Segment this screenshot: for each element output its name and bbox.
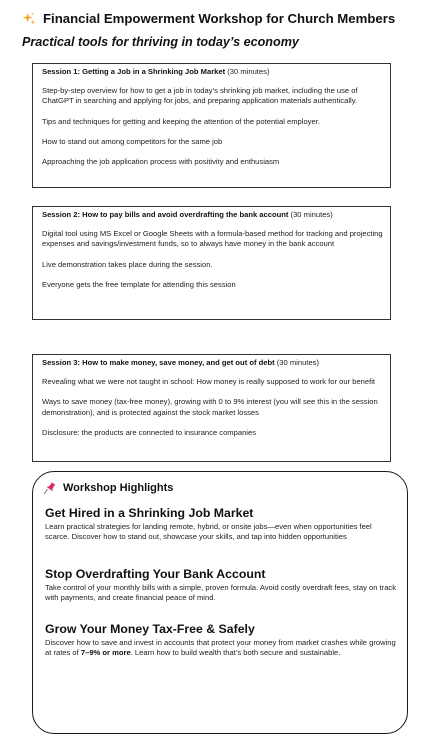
highlight-text: Learn practical strategies for landing remote, hybrid, or onsite jobs—even when opportunities feel scarce. Discover how to stand out, showcase your skills, and tap into hidden opportunities xyxy=(45,522,372,542)
highlights-title: Workshop Highlights xyxy=(63,482,174,494)
session-paragraph: Tips and techniques for getting and keeping the attention of the potential employer. xyxy=(42,116,320,126)
highlight-text-part: . Learn how to build wealth that’s both secure and sustainable. xyxy=(130,648,341,658)
session-paragraph: Revealing what we were not taught in school: How money is really supposed to work for our benefit xyxy=(42,377,376,387)
session-duration: (30 minutes) xyxy=(227,67,270,76)
session-paragraph: Everyone gets the free template for attending this session xyxy=(42,279,236,289)
session-heading xyxy=(42,210,383,220)
session-title: Session 3: How to make money, save money, and get out of debt xyxy=(42,358,275,367)
session-1-box xyxy=(32,63,391,188)
highlight-item xyxy=(45,567,397,603)
session-heading xyxy=(42,67,383,77)
highlight-item xyxy=(45,506,397,542)
session-paragraph: Disclosure: the products are connected to insurance companies xyxy=(42,427,257,437)
sparkles-icon xyxy=(22,12,36,26)
page-subtitle: Practical tools for thriving in today’s economy xyxy=(22,35,299,49)
pushpin-icon xyxy=(43,481,57,495)
session-2-box xyxy=(32,206,391,320)
session-3-box xyxy=(32,354,391,462)
title-row xyxy=(22,11,417,26)
highlight-heading: Stop Overdrafting Your Bank Account xyxy=(45,567,266,581)
header xyxy=(22,11,417,49)
session-paragraph: Live demonstration takes place during the session. xyxy=(42,259,213,269)
highlight-heading: Grow Your Money Tax-Free & Safely xyxy=(45,622,255,636)
highlight-item xyxy=(45,622,397,658)
session-title: Session 2: How to pay bills and avoid overdrafting the bank account xyxy=(42,210,289,219)
workshop-highlights-box xyxy=(32,471,408,734)
session-paragraph: Approaching the job application process with positivity and enthusiasm xyxy=(42,157,280,167)
page-title: Financial Empowerment Workshop for Church Members xyxy=(43,11,396,26)
session-paragraph: Ways to save money (tax-free money), growing with 0 to 9% interest (you will see this in the session demonstration), and is protected against the stock market losses xyxy=(42,397,378,417)
highlight-text: Take control of your monthly bills with a simple, proven formula. Avoid costly overdraft fees, stay on track with payments, and create financial peace of mind. xyxy=(45,583,397,603)
highlight-heading: Get Hired in a Shrinking Job Market xyxy=(45,506,254,520)
session-duration: (30 minutes) xyxy=(276,358,319,367)
session-duration: (30 minutes) xyxy=(290,210,333,219)
session-title: Session 1: Getting a Job in a Shrinking Job Market xyxy=(42,67,226,76)
highlight-rate: 7–9% or more xyxy=(80,648,131,658)
session-paragraph: Step-by-step overview for how to get a job in today’s shrinking job market, including the use of ChatGPT in searching and applying for jobs, and preparing application materials authentically. xyxy=(42,86,358,106)
session-paragraph: How to stand out among competitors for the same job xyxy=(42,136,223,146)
highlight-text xyxy=(45,638,397,658)
session-heading xyxy=(42,358,383,368)
session-paragraph: Digital tool using MS Excel or Google Sheets with a formula-based method for tracking and projecting expenses and savings/investment funds, so to always have money in the bank account xyxy=(42,229,383,249)
highlight-text-part: Discover how to save and invest in accounts that protect your money from market crashes while growing at rates of xyxy=(45,638,396,658)
highlights-header xyxy=(43,481,173,495)
